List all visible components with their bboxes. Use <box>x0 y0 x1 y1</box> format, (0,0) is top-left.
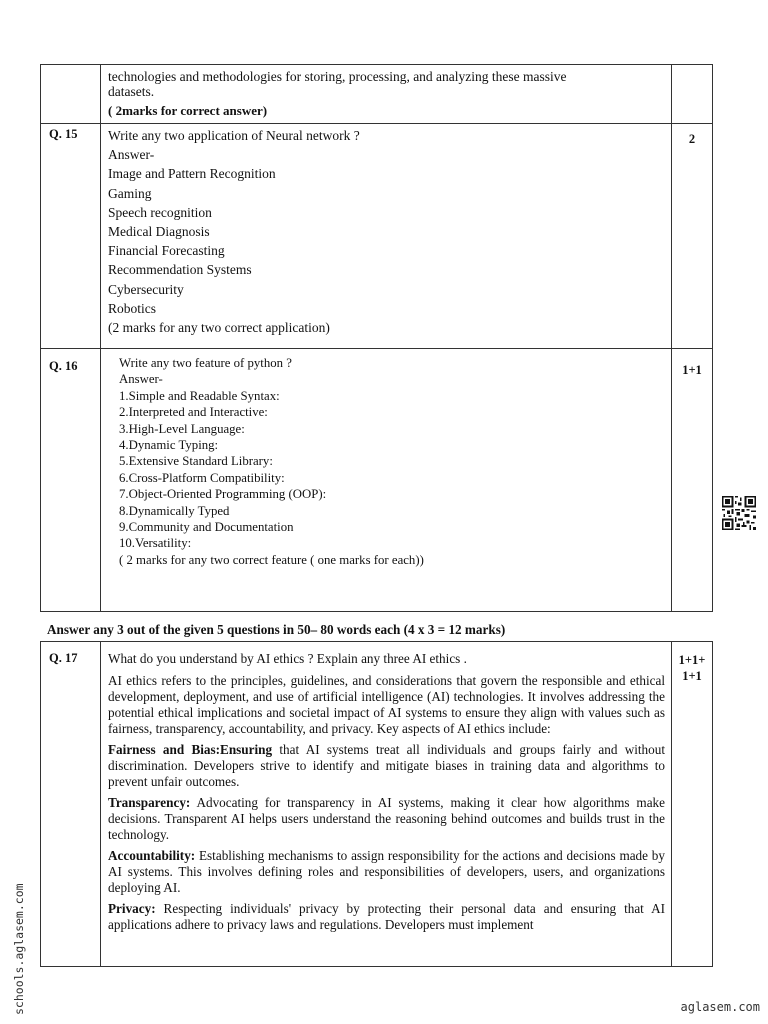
answer-paragraph <box>108 742 665 790</box>
answer-cell <box>101 642 672 966</box>
answer-line: technologies and methodologies for storing, processing, and analyzing these massive <box>108 69 567 84</box>
list-item: Speech recognition <box>108 204 212 220</box>
answer-cell <box>101 349 672 611</box>
question-number: Q. 15 <box>41 124 101 348</box>
answer-paragraph <box>108 795 665 843</box>
list-item: 3.High-Level Language: <box>119 421 245 436</box>
table-row-q16 <box>41 348 712 611</box>
marks-value: 2 <box>688 132 696 146</box>
list-item: Gaming <box>108 185 152 201</box>
term-text: Advocating for transparency in AI systems, making it clear how algorithms make decisions. Transparent AI helps users understand the reasoning behind outcomes and builds trust in the technology. <box>108 795 665 842</box>
list-item: Robotics <box>108 300 157 316</box>
table-row-continuation <box>41 65 712 123</box>
list-item: 2.Interpreted and Interactive: <box>119 405 268 420</box>
list-item: 10.Versatility: <box>119 536 192 551</box>
question-number: Q. 16 <box>41 349 101 611</box>
list-item: 4.Dynamic Typing: <box>119 438 219 453</box>
term-text: Respecting individuals' privacy by protecting their personal data and ensuring that AI applications adhere to privacy laws and regulations. Developers must implement <box>108 901 665 932</box>
marks-value: 1+1 <box>682 363 702 377</box>
list-item: Cybersecurity <box>108 281 184 297</box>
answer-paragraph <box>108 901 665 933</box>
answer-paragraph <box>108 848 665 896</box>
answer-label: Answer- <box>108 147 155 163</box>
question-text: What do you understand by AI ethics ? Explain any three AI ethics . <box>108 651 467 666</box>
question-number-cell <box>41 65 101 123</box>
term-text: Establishing mechanisms to assign responsibility for the actions and decisions made by AI systems. This involves defining roles and responsibilities of developers, users, and organizations deploying AI. <box>108 848 665 895</box>
question-text: Write any two feature of python ? <box>119 356 292 370</box>
question-number: Q. 17 <box>41 642 101 966</box>
list-item: 7.Object-Oriented Programming (OOP): <box>119 487 327 502</box>
term-heading: Privacy: <box>108 901 156 916</box>
list-item: 8.Dynamically Typed <box>119 503 230 518</box>
marks-value: 1+1 <box>682 669 702 683</box>
marks-cell <box>672 642 712 966</box>
list-item: 9.Community and Documentation <box>119 520 294 535</box>
list-item: Medical Diagnosis <box>108 224 210 240</box>
term-text: that AI systems treat all individuals and groups fairly and without discrimination. Developers strive to identify and mitigate biases in training data and algorithms to prevent unfair outcomes. <box>108 742 666 789</box>
answer-cell <box>101 124 672 348</box>
answer-paragraph: AI ethics refers to the principles, guidelines, and considerations that govern the responsible and ethical development, deployment, and use of artificial intelligence (AI) technologies. It involves addressing the potential ethical implications and societal impact of AI systems to ensure they align with values such as fairness, transparency, accountability, and privacy. Key aspects of AI ethics include: <box>108 673 665 736</box>
answer-table-bottom <box>40 641 713 967</box>
answer-line: datasets. <box>108 84 155 99</box>
term-heading: Accountability: <box>108 848 196 863</box>
answer-label: Answer- <box>119 372 163 387</box>
marks-note: (2 marks for any two correct application) <box>108 320 330 336</box>
watermark-bottom: aglasem.com <box>680 1000 760 1014</box>
marks-cell <box>672 65 712 123</box>
section-heading: Answer any 3 out of the given 5 questions in 50– 80 words each (4 x 3 = 12 marks) <box>47 622 506 637</box>
table-row-q15 <box>41 123 712 348</box>
marks-note: ( 2 marks for any two correct feature ( one marks for each)) <box>119 552 424 567</box>
marks-value: 1+1+ <box>678 653 706 667</box>
term-heading: Fairness and Bias:Ensuring <box>108 742 273 757</box>
list-item: Recommendation Systems <box>108 262 252 278</box>
answer-cell <box>101 65 672 123</box>
answer-table-top <box>40 64 713 612</box>
term-heading: Transparency: <box>108 795 191 810</box>
question-text: Write any two application of Neural network ? <box>108 128 360 143</box>
list-item: 6.Cross-Platform Compatibility: <box>119 470 285 485</box>
table-row-q17 <box>41 642 712 966</box>
watermark-side: schools.aglasem.com <box>12 883 26 1015</box>
list-item: Financial Forecasting <box>108 243 225 259</box>
marks-note: ( 2marks for correct answer) <box>108 103 268 118</box>
list-item: Image and Pattern Recognition <box>108 166 276 182</box>
qr-code-icon <box>722 496 756 530</box>
list-item: 1.Simple and Readable Syntax: <box>119 388 280 403</box>
list-item: 5.Extensive Standard Library: <box>119 454 273 469</box>
